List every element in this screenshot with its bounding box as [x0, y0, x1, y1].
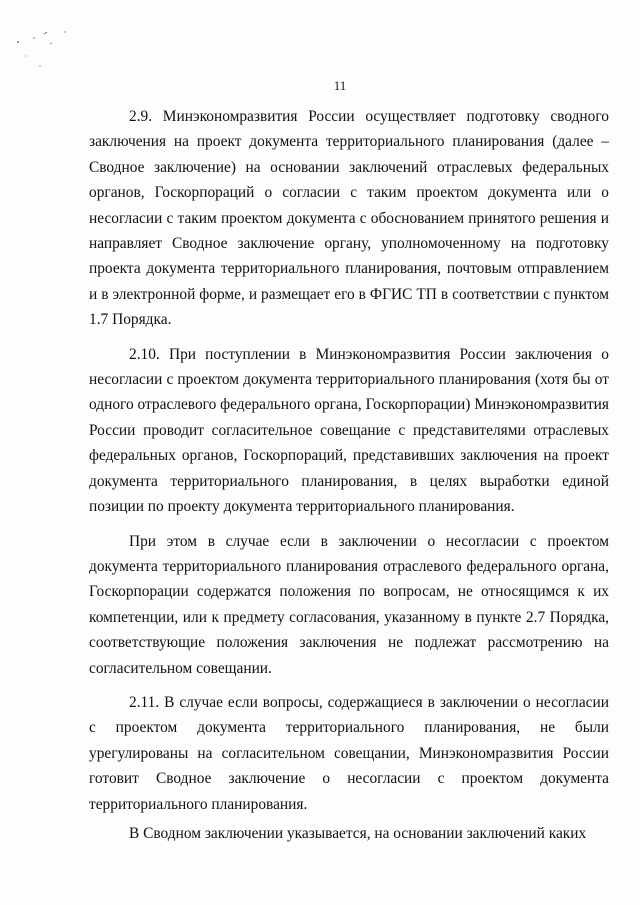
paragraph-2-10-note: При этом в случае если в заключении о несогласии с проектом документа территориального планирования отраслевого федерального органа, Госкорпорации содержатся положения по вопросам, не относящимся к их компетенции, или к предмету согласования, указанному в пункте 2.7 Порядка, соответствующие положения заключения не подлежат рассмотрению на согласительном совещании.	[89, 532, 609, 677]
paragraph-svodnoe-zaklyuchenie: В Сводном заключении указывается, на основании заключений каких	[129, 824, 587, 842]
paragraph-2-9: 2.9. Минэкономразвития России осуществляет подготовку сводного заключения на проект документа территориального планирования (далее – Сводное заключение) на основании заключений отраслевых федеральных органов, Госкорпораций о согласии с таким проектом документа или о несогласии с таким проектом документа с обоснованием принятого решения и направляет Сводное заключение органу, уполномоченному на подготовку проекта документа территориального планирования, почтовым отправлением и в электронной форме, и размещает его в ФГИС ТП в соответствии с пунктом 1.7 Порядка.	[89, 108, 609, 329]
document-body	[89, 104, 609, 855]
paragraph-2-10: 2.10. При поступлении в Минэкономразвития России заключения о несогласии с проектом документа территориального планирования (хотя бы от одного отраслевого федерального органа, Госкорпорации) Минэкономразвития России проводит согласительное совещание с представителями отраслевых федеральных органов, Госкорпораций, представивших заключения на проект документа территориального планирования, в целях выработки единой позиции по проекту документа территориального планирования.	[89, 345, 609, 516]
page-number: 11	[333, 78, 347, 93]
scan-speck-marks	[10, 22, 80, 72]
paragraph-2-11: 2.11. В случае если вопросы, содержащиеся в заключении о несогласии с проектом документа территориального планирования, не были урегулированы на согласительном совещании, Минэкономразвития России готовит Сводное заключение о несогласии с проектом документа территориального планирования.	[89, 693, 609, 813]
